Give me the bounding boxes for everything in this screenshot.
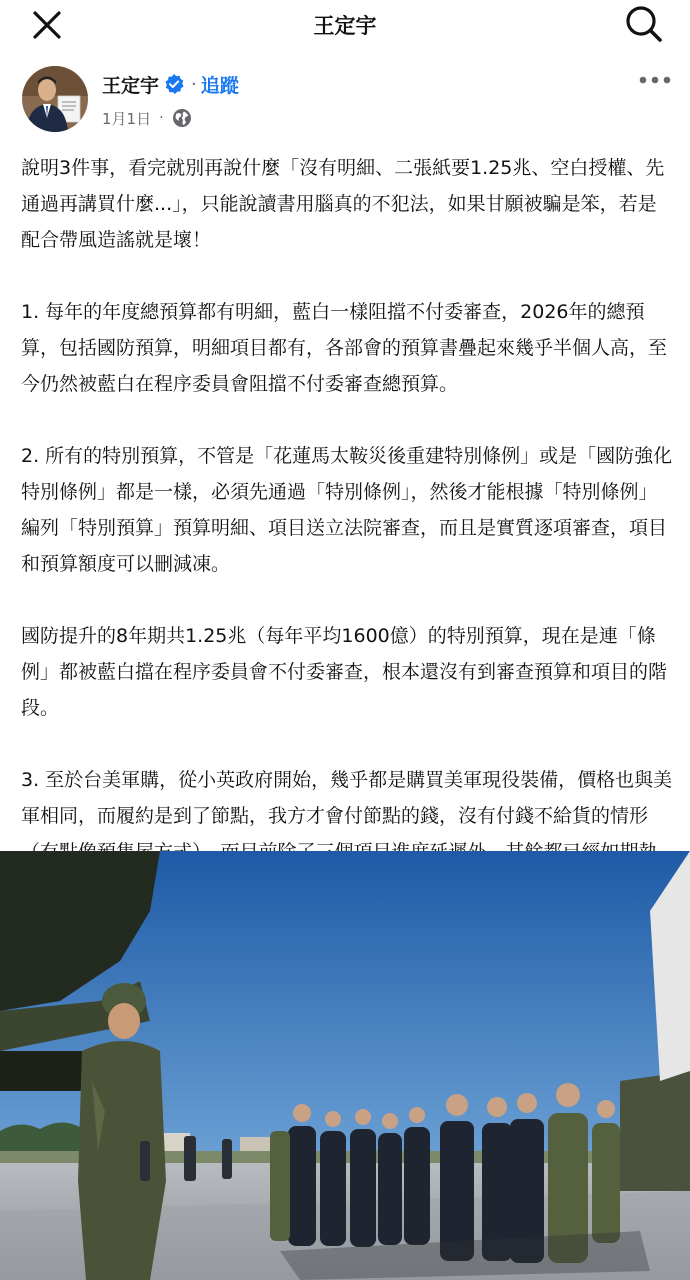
post-paragraph: 1. 每年的年度總預算都有明細，藍白一樣阻擋不付委審查，2026年的總預算，包括國防預算，明細項目都有，各部會的預算書疊起來幾乎半個人高，至今仍然被藍白在程序委員會阻擋不付委審查總預算。: [21, 301, 668, 395]
post-photo[interactable]: [0, 851, 690, 1280]
post-date[interactable]: 1月1日: [102, 109, 152, 128]
author-row: [102, 70, 239, 98]
post-paragraph: 國防提升的8年期共1.25兆（每年平均1600億）的特別預算，現在是連「條例」都被藍白擋在程序委員會不付委審查，根本還沒有到審查預算和項目的階段。: [21, 625, 668, 719]
post-meta: [102, 106, 192, 130]
meta-separator: ·: [159, 110, 164, 126]
follow-button[interactable]: 追蹤: [200, 74, 239, 97]
avatar[interactable]: [22, 66, 88, 132]
post-paragraph: 說明3件事，看完就別再說什麼「沒有明細、二張紙要1.25兆、空白授權、先通過再講買什麼...」，只能說讀書用腦真的不犯法，如果甘願被騙是笨，若是配合帶風造謠就是壞！: [21, 157, 665, 251]
top-bar: [0, 0, 690, 48]
post-paragraph: 3. 至於台美軍購，從小英政府開始，幾乎都是購買美軍現役裝備，價格也與美軍相同，而履約是到了節點，我方才會付節點的錢，沒有付錢不給貨的情形: [21, 769, 673, 827]
post-text: [21, 150, 673, 906]
separator-dot: ·: [191, 73, 197, 95]
page-title: 王定宇: [313, 14, 377, 38]
post-header: [0, 60, 690, 140]
author-name[interactable]: 王定宇: [102, 74, 160, 97]
globe-icon: [172, 108, 192, 128]
search-icon[interactable]: [624, 4, 664, 44]
more-options-icon[interactable]: [638, 72, 672, 86]
verified-badge-icon: [163, 73, 185, 95]
post-paragraph: 2. 所有的特別預算，不管是「花蓮馬太鞍災後重建特別條例」或是「國防強化特別條例」都是一樣，必須先通過「特別條例」，然後才能根據「特別條例」編列「特別預算」預算明細、項目送立法院審查，而且是實質逐項審查，項目和預算額度可以刪減凍。: [21, 445, 673, 575]
